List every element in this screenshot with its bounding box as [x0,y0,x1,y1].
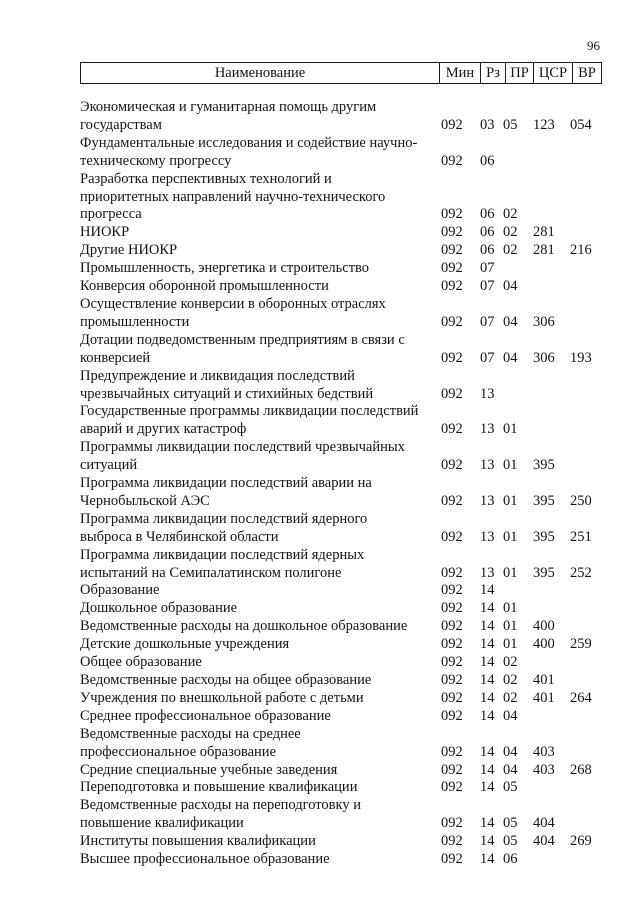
table-row [0,779,640,797]
row-rz-code: 06 [480,242,495,259]
row-vr-code: 216 [570,242,592,259]
row-csr-code: 403 [533,743,555,760]
table-row [0,475,640,511]
row-pr-code: 01 [503,492,518,509]
row-csr-code: 395 [533,564,555,581]
row-min-code: 092 [441,313,463,330]
row-min-code: 092 [441,116,463,133]
row-vr-code: 259 [570,636,592,653]
row-vr-code: 252 [570,564,592,581]
row-vr-code: 250 [570,492,592,509]
row-rz-code: 14 [480,672,495,688]
row-min-code: 092 [441,689,463,706]
row-min-code: 092 [441,743,463,760]
table-row [0,708,640,726]
row-min-code: 092 [441,242,463,259]
row-min-code: 092 [441,618,463,635]
row-rz-code: 14 [480,600,495,617]
header-vr: ВР [572,63,601,83]
table-row [0,833,640,851]
row-name: Общее образование [80,654,202,671]
table-body [0,99,640,869]
row-pr-code: 04 [503,313,518,330]
row-rz-code: 06 [480,224,495,241]
row-min-code: 092 [441,260,463,277]
table-row [0,171,640,225]
row-name: Институты повышения квалификации [80,833,316,850]
table-row [0,762,640,780]
row-name: Программа ликвидации последствий ядерного выброса в Челябинской области [80,510,368,545]
row-rz-code: 14 [480,779,495,796]
row-pr-code: 04 [503,349,518,366]
row-min-code: 092 [441,421,463,438]
row-name: Программы ликвидации последствий чрезвычайных ситуаций [80,439,405,474]
table-row [0,260,640,278]
table-row [0,278,640,296]
table-row [0,242,640,260]
row-vr-code: 269 [570,833,592,850]
row-pr-code: 01 [503,564,518,581]
row-min-code: 092 [441,672,463,688]
row-min-code: 092 [441,779,463,796]
row-rz-code: 06 [480,206,495,223]
row-csr-code: 395 [533,492,555,509]
row-pr-code: 02 [503,242,518,259]
row-rz-code: 13 [480,457,495,474]
table-row [0,600,640,618]
table-row [0,403,640,439]
row-name: Дотации подведомственным предприятиям в связи с конверсией [80,331,405,366]
row-csr-code: 395 [533,457,555,474]
row-rz-code: 07 [480,349,495,366]
header-pr: ПР [505,63,533,83]
row-name: Образование [80,582,160,599]
row-min-code: 092 [441,761,463,778]
row-csr-code: 281 [533,224,555,241]
row-pr-code: 01 [503,618,518,635]
row-min-code: 092 [441,278,463,295]
row-csr-code: 306 [533,349,555,366]
header-min: Мин [439,63,480,83]
row-rz-code: 07 [480,313,495,330]
table-row [0,672,640,690]
row-rz-code: 13 [480,492,495,509]
row-csr-code: 306 [533,313,555,330]
row-min-code: 092 [441,492,463,509]
row-rz-code: 14 [480,689,495,706]
row-pr-code: 02 [503,206,518,223]
row-pr-code: 04 [503,743,518,760]
table-row [0,851,640,869]
row-vr-code: 268 [570,761,592,778]
row-name: Промышленность, энергетика и строительство [80,260,370,277]
table-row [0,332,640,368]
row-rz-code: 14 [480,707,495,724]
row-min-code: 092 [441,815,463,832]
row-min-code: 092 [441,385,463,402]
row-pr-code: 01 [503,421,518,438]
table-header [80,62,602,84]
row-name: Ведомственные расходы на среднее профессиональное образование [80,725,301,760]
row-min-code: 092 [441,564,463,581]
row-name: Ведомственные расходы на дошкольное образование [80,618,408,635]
table-row [0,654,640,672]
row-name: Осуществление конверсии в оборонных отраслях промышленности [80,295,386,330]
row-vr-code: 251 [570,528,592,545]
row-vr-code: 054 [570,116,592,133]
table-row [0,582,640,600]
row-pr-code: 04 [503,278,518,295]
row-min-code: 092 [441,457,463,474]
row-pr-code: 04 [503,707,518,724]
row-pr-code: 01 [503,600,518,617]
row-pr-code: 01 [503,636,518,653]
row-name: Программа ликвидации последствий ядерных испытаний на Семипалатинском полигоне [80,546,365,581]
row-min-code: 092 [441,582,463,599]
row-csr-code: 281 [533,242,555,259]
row-csr-code: 395 [533,528,555,545]
table-row [0,726,640,762]
row-name: Дошкольное образование [80,600,238,617]
row-pr-code: 02 [503,672,518,688]
table-row [0,99,640,135]
row-pr-code: 02 [503,224,518,241]
row-min-code: 092 [441,152,463,169]
row-pr-code: 02 [503,689,518,706]
row-csr-code: 401 [533,689,555,706]
table-row [0,224,640,242]
row-min-code: 092 [441,636,463,653]
row-pr-code: 05 [503,833,518,850]
row-rz-code: 07 [480,278,495,295]
table-row [0,511,640,547]
row-rz-code: 14 [480,743,495,760]
header-name: Наименование [214,65,306,81]
row-name: Детские дошкольные учреждения [80,636,290,653]
row-pr-code: 06 [503,851,518,868]
row-name: Экономическая и гуманитарная помощь другим государствам [80,99,377,133]
row-name: Учреждения по внешкольной работе с детьми [80,689,364,706]
row-csr-code: 123 [533,116,555,133]
row-name: Фундаментальные исследования и содействие научно- техническому прогрессу [80,134,418,169]
table-row [0,296,640,332]
row-min-code: 092 [441,349,463,366]
row-pr-code: 05 [503,815,518,832]
row-csr-code: 400 [533,618,555,635]
row-rz-code: 14 [480,654,495,671]
row-rz-code: 14 [480,761,495,778]
row-min-code: 092 [441,833,463,850]
row-name: Другие НИОКР [80,242,178,259]
page-number: 96 [587,38,600,53]
row-pr-code: 02 [503,654,518,671]
header-rz: Рз [480,63,505,83]
row-csr-code: 404 [533,815,555,832]
row-name: Ведомственные расходы на общее образование [80,672,372,688]
table-row [0,135,640,171]
table-row [0,690,640,708]
row-rz-code: 14 [480,618,495,635]
row-min-code: 092 [441,851,463,868]
row-name: Разработка перспективных технологий и приоритетных направлений научно-технического прогресса [80,170,386,223]
table-row [0,547,640,583]
row-min-code: 092 [441,707,463,724]
row-min-code: 092 [441,224,463,241]
row-vr-code: 193 [570,349,592,366]
row-min-code: 092 [441,654,463,671]
row-rz-code: 13 [480,564,495,581]
table-row [0,618,640,636]
row-csr-code: 400 [533,636,555,653]
row-rz-code: 06 [480,152,495,169]
row-min-code: 092 [441,528,463,545]
table-row [0,636,640,654]
row-rz-code: 14 [480,815,495,832]
row-name: Среднее профессиональное образование [80,707,331,724]
row-csr-code: 401 [533,672,555,688]
row-rz-code: 13 [480,421,495,438]
row-min-code: 092 [441,600,463,617]
row-rz-code: 13 [480,385,495,402]
row-rz-code: 14 [480,833,495,850]
row-rz-code: 14 [480,636,495,653]
table-row [0,368,640,404]
row-pr-code: 01 [503,528,518,545]
row-name: Программа ликвидации последствий аварии на Чернобыльской АЭС [80,475,372,509]
row-pr-code: 05 [503,779,518,796]
row-rz-code: 14 [480,851,495,868]
row-pr-code: 05 [503,116,518,133]
row-name: Предупреждение и ликвидация последствий чрезвычайных ситуаций и стихийных бедствий [80,367,374,402]
row-name: Переподготовка и повышение квалификации [80,779,358,796]
row-rz-code: 13 [480,528,495,545]
row-name: Высшее профессиональное образование [80,851,330,868]
row-name: Ведомственные расходы на переподготовку и повышение квалификации [80,797,361,832]
row-pr-code: 01 [503,457,518,474]
row-vr-code: 264 [570,689,592,706]
row-rz-code: 03 [480,116,495,133]
row-rz-code: 14 [480,582,495,599]
header-csr: ЦСР [533,63,572,83]
row-rz-code: 07 [480,260,495,277]
row-csr-code: 403 [533,761,555,778]
row-name: Конверсия оборонной промышленности [80,278,329,295]
table-row [0,797,640,833]
row-csr-code: 404 [533,833,555,850]
row-name: НИОКР [80,224,130,241]
row-name: Государственные программы ликвидации последствий аварий и других катастроф [80,403,419,438]
row-min-code: 092 [441,206,463,223]
table-row [0,439,640,475]
row-pr-code: 04 [503,761,518,778]
row-name: Средние специальные учебные заведения [80,761,338,778]
